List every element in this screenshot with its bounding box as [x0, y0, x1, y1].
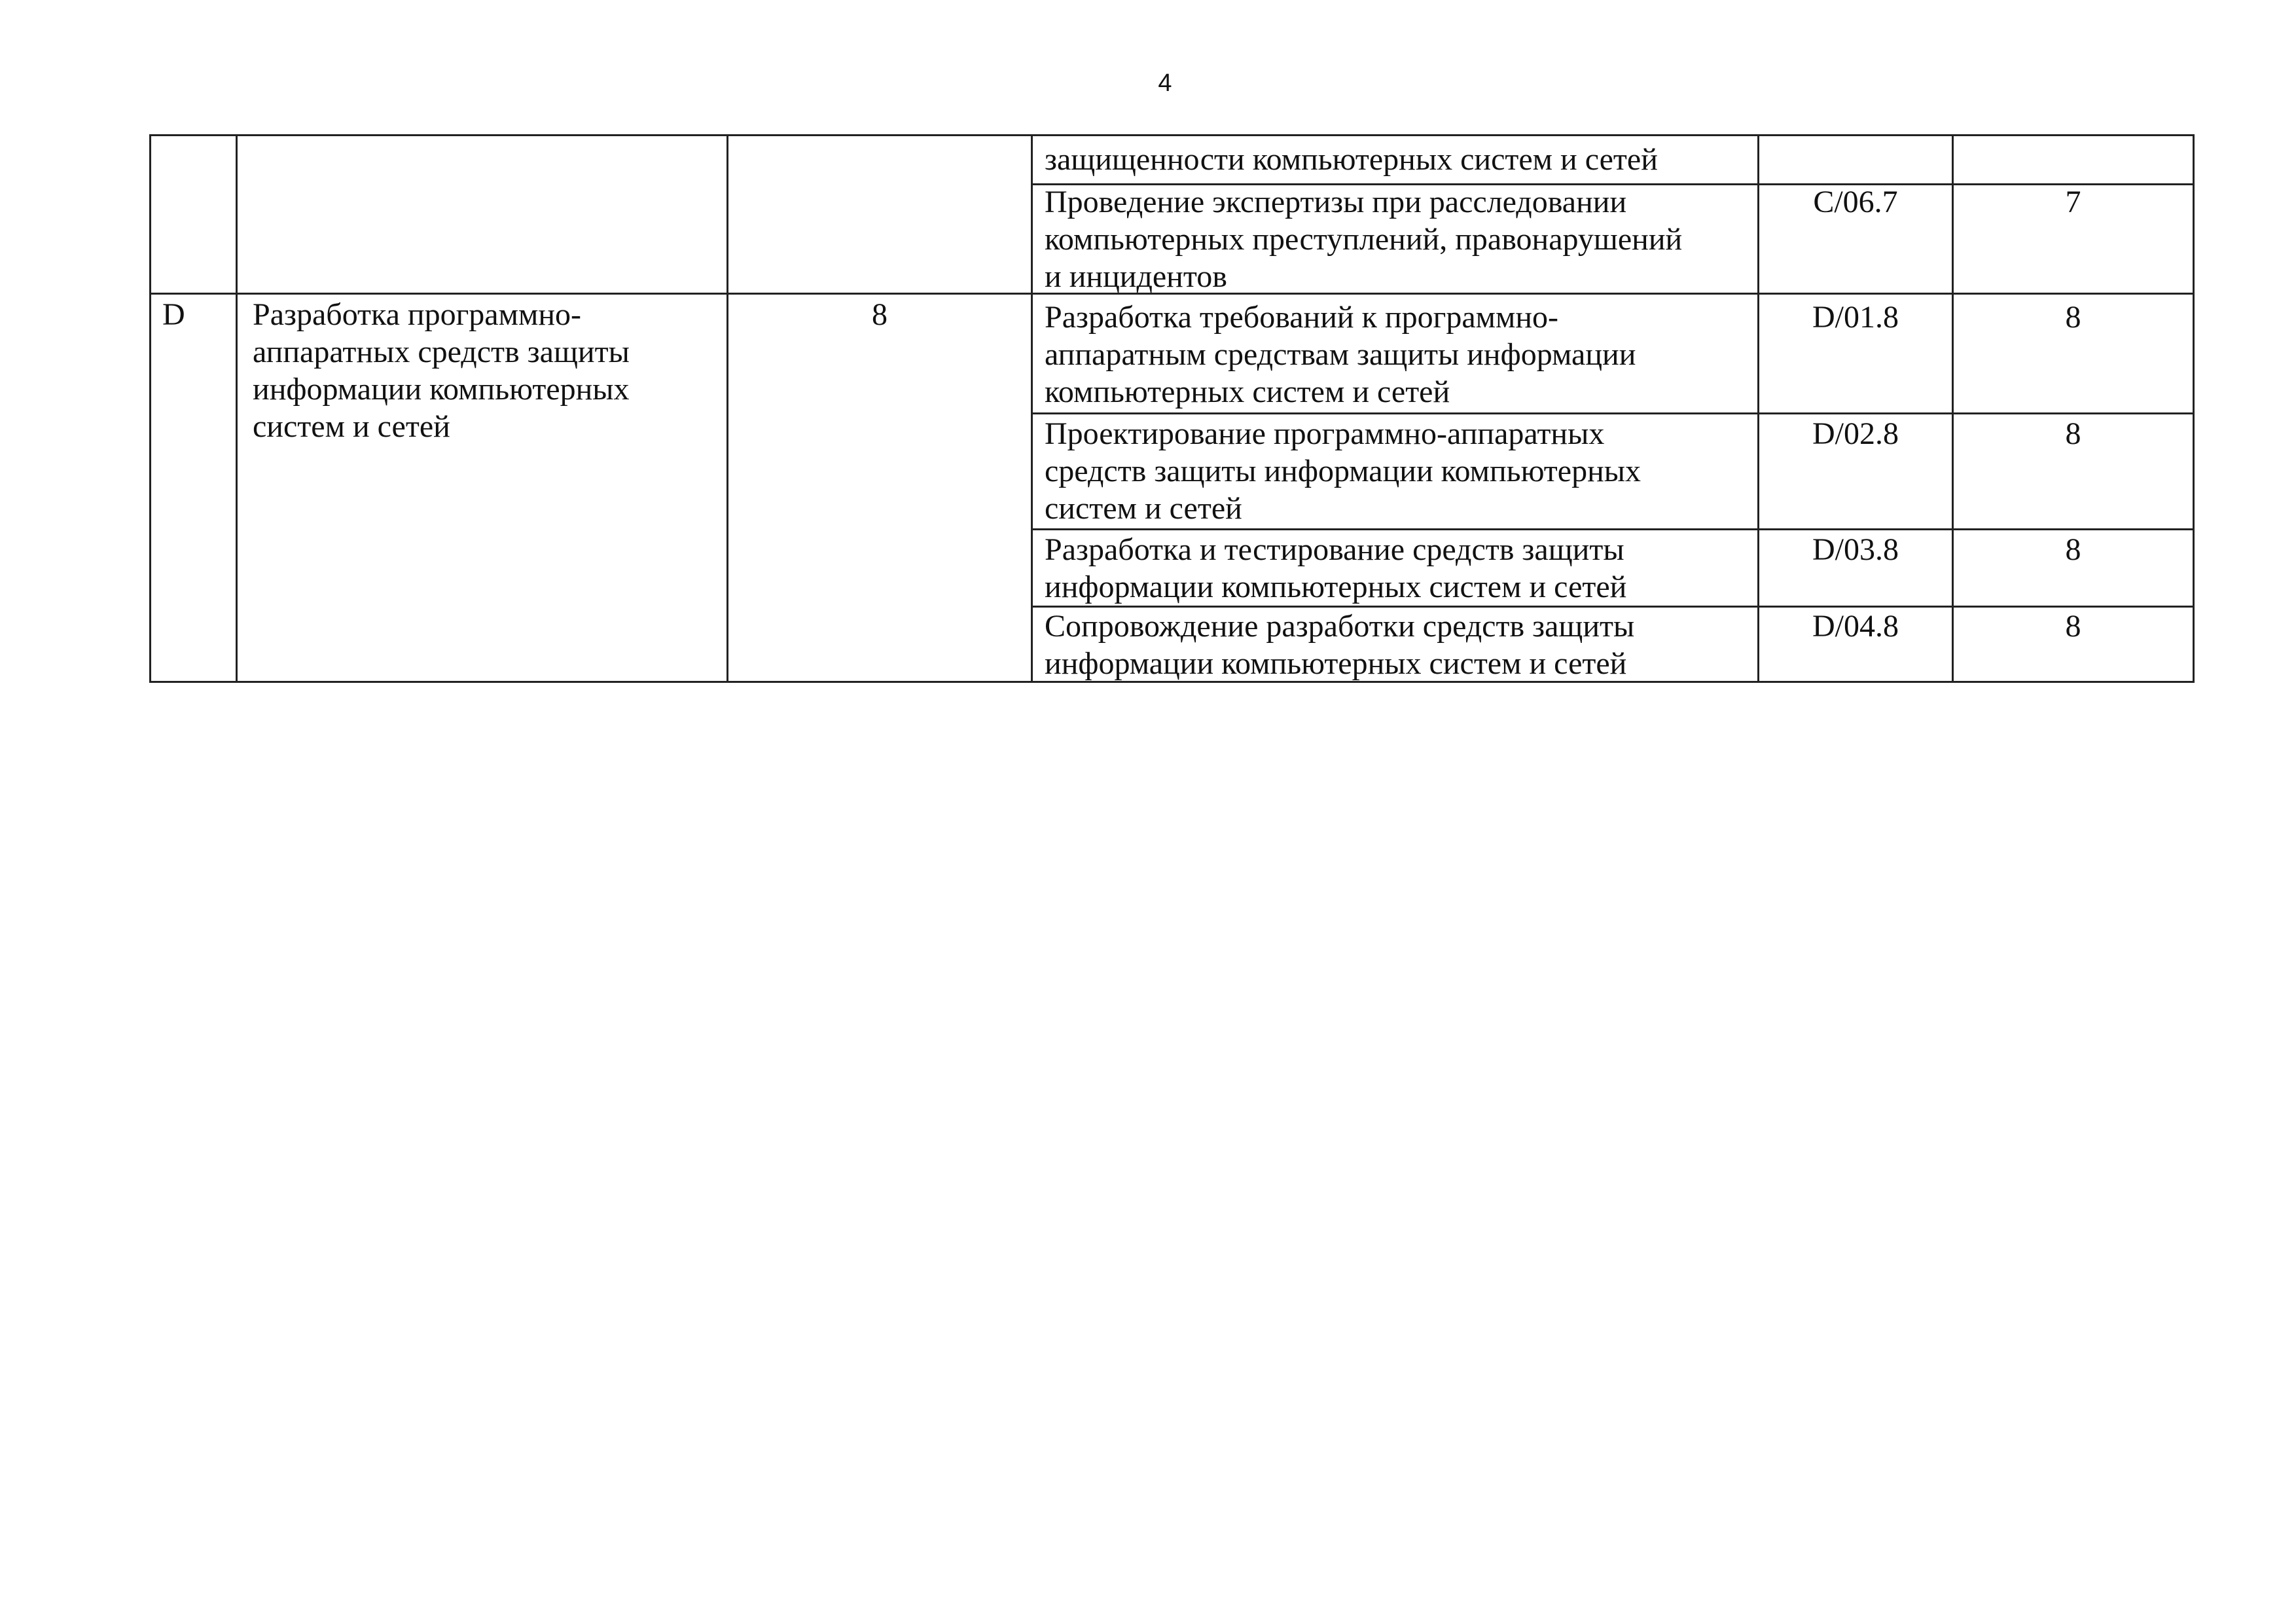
- task-name-cell: [1045, 183, 1682, 295]
- qualification-level: 8: [2065, 532, 2081, 567]
- task-name-line: Проведение экспертизы при расследовании: [1045, 185, 1627, 219]
- task-name-line: компьютерных преступлений, правонарушений: [1045, 222, 1683, 257]
- table-border-top: [149, 134, 2195, 136]
- task-code: С/06.7: [1813, 185, 1898, 219]
- task-name-line: информации компьютерных систем и сетей: [1045, 570, 1627, 604]
- task-name-cell: [1045, 141, 1658, 178]
- generalized-function-line: Разработка программно-: [253, 297, 582, 332]
- task-name-line: средств защиты информации компьютерных: [1045, 454, 1641, 488]
- task-name-line: защищенности компьютерных систем и сетей: [1045, 142, 1658, 177]
- row-divider: [1031, 528, 2195, 530]
- task-name-cell: [1045, 531, 1626, 606]
- task-code: D/01.8: [1812, 300, 1899, 335]
- column-divider: [726, 134, 728, 683]
- qualification-level: 8: [2065, 300, 2081, 335]
- task-code: D/02.8: [1812, 416, 1899, 451]
- qualification-level: 7: [2065, 185, 2081, 219]
- qualification-level: 8: [2065, 416, 2081, 451]
- column-divider: [1031, 134, 1033, 683]
- task-name-line: Сопровождение разработки средств защиты: [1045, 609, 1635, 644]
- task-name-line: Проектирование программно-аппаратных: [1045, 416, 1605, 451]
- generalized-function-level: 8: [872, 297, 888, 332]
- generalized-function-line: систем и сетей: [253, 409, 450, 444]
- task-name-cell: [1045, 299, 1636, 410]
- generalized-function-code: D: [162, 297, 185, 332]
- generalized-function-line: информации компьютерных: [253, 372, 630, 407]
- task-name-line: аппаратным средствам защиты информации: [1045, 337, 1636, 372]
- table-border-right: [2193, 134, 2195, 683]
- row-divider: [1031, 412, 2195, 414]
- column-divider: [236, 134, 238, 683]
- task-name-line: компьютерных систем и сетей: [1045, 374, 1450, 409]
- generalized-function-name: [253, 296, 630, 445]
- task-code: D/03.8: [1812, 532, 1899, 567]
- task-code: D/04.8: [1812, 609, 1899, 644]
- task-name-cell: [1045, 415, 1641, 527]
- task-name-line: Разработка требований к программно-: [1045, 300, 1559, 335]
- task-name-line: информации компьютерных систем и сетей: [1045, 646, 1627, 681]
- column-divider: [149, 134, 151, 683]
- task-name-cell: [1045, 608, 1634, 682]
- generalized-function-line: аппаратных средств защиты: [253, 335, 630, 369]
- task-name-line: Разработка и тестирование средств защиты: [1045, 532, 1624, 567]
- task-name-line: и инцидентов: [1045, 259, 1227, 294]
- task-name-line: систем и сетей: [1045, 491, 1242, 526]
- qualification-level: 8: [2065, 609, 2081, 644]
- page-number: 4: [1158, 69, 1172, 97]
